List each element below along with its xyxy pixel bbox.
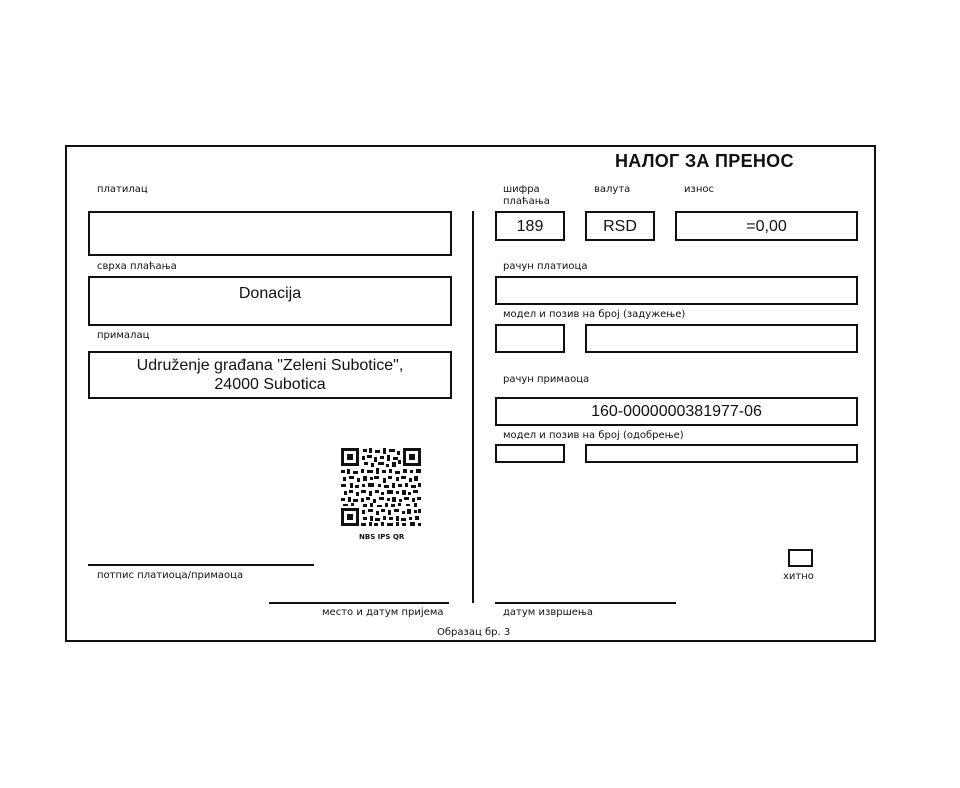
payment-code-field[interactable]	[495, 211, 565, 241]
currency-value: RSD	[603, 217, 637, 235]
urgent-label: хитно	[783, 571, 814, 582]
currency-label: валута	[594, 184, 631, 195]
qr-code-icon	[341, 448, 421, 526]
model-debit-field[interactable]	[495, 324, 565, 353]
amount-field[interactable]	[675, 211, 858, 241]
payment-order-form	[65, 145, 876, 642]
payment-code-value: 189	[516, 217, 544, 235]
execution-date-label: датум извршења	[503, 607, 593, 618]
execution-date-line	[495, 602, 676, 604]
signature-label: потпис платиоца/примаоца	[97, 570, 244, 581]
column-divider	[472, 211, 474, 603]
purpose-value: Donacija	[238, 285, 302, 302]
place-date-line	[269, 602, 449, 604]
reference-debit-field[interactable]	[585, 324, 858, 353]
payer-account-field[interactable]	[495, 276, 858, 305]
model-credit-label: модел и позив на број (одобрење)	[503, 430, 684, 441]
amount-label: износ	[684, 184, 714, 195]
form-title: НАЛОГ ЗА ПРЕНОС	[615, 151, 794, 171]
amount-value: =0,00	[746, 217, 787, 235]
payer-field[interactable]	[88, 211, 452, 256]
recipient-value: Udruženje građana "Zeleni Subotice", 24000 Subotica	[136, 357, 404, 393]
urgent-checkbox[interactable]	[788, 549, 813, 567]
model-credit-field[interactable]	[495, 444, 565, 463]
form-number: Образац бр. 3	[437, 627, 511, 638]
reference-credit-field[interactable]	[585, 444, 858, 463]
recipient-label: прималац	[97, 330, 150, 341]
payer-label: платилац	[97, 184, 148, 195]
payer-account-label: рачун платиоца	[503, 261, 588, 272]
place-date-label: место и датум пријема	[322, 607, 444, 618]
recipient-field[interactable]	[88, 351, 452, 399]
payment-code-label: шифра плаћања	[503, 184, 550, 207]
recipient-account-field[interactable]	[495, 397, 858, 426]
qr-caption: NBS IPS QR	[359, 533, 405, 541]
model-debit-label: модел и позив на број (задужење)	[503, 309, 686, 320]
purpose-label: сврха плаћања	[97, 261, 177, 272]
recipient-account-value: 160-0000000381977-06	[591, 403, 762, 420]
signature-line	[88, 564, 314, 566]
recipient-account-label: рачун примаоца	[503, 374, 590, 385]
purpose-field[interactable]	[88, 276, 452, 326]
currency-field[interactable]	[585, 211, 655, 241]
